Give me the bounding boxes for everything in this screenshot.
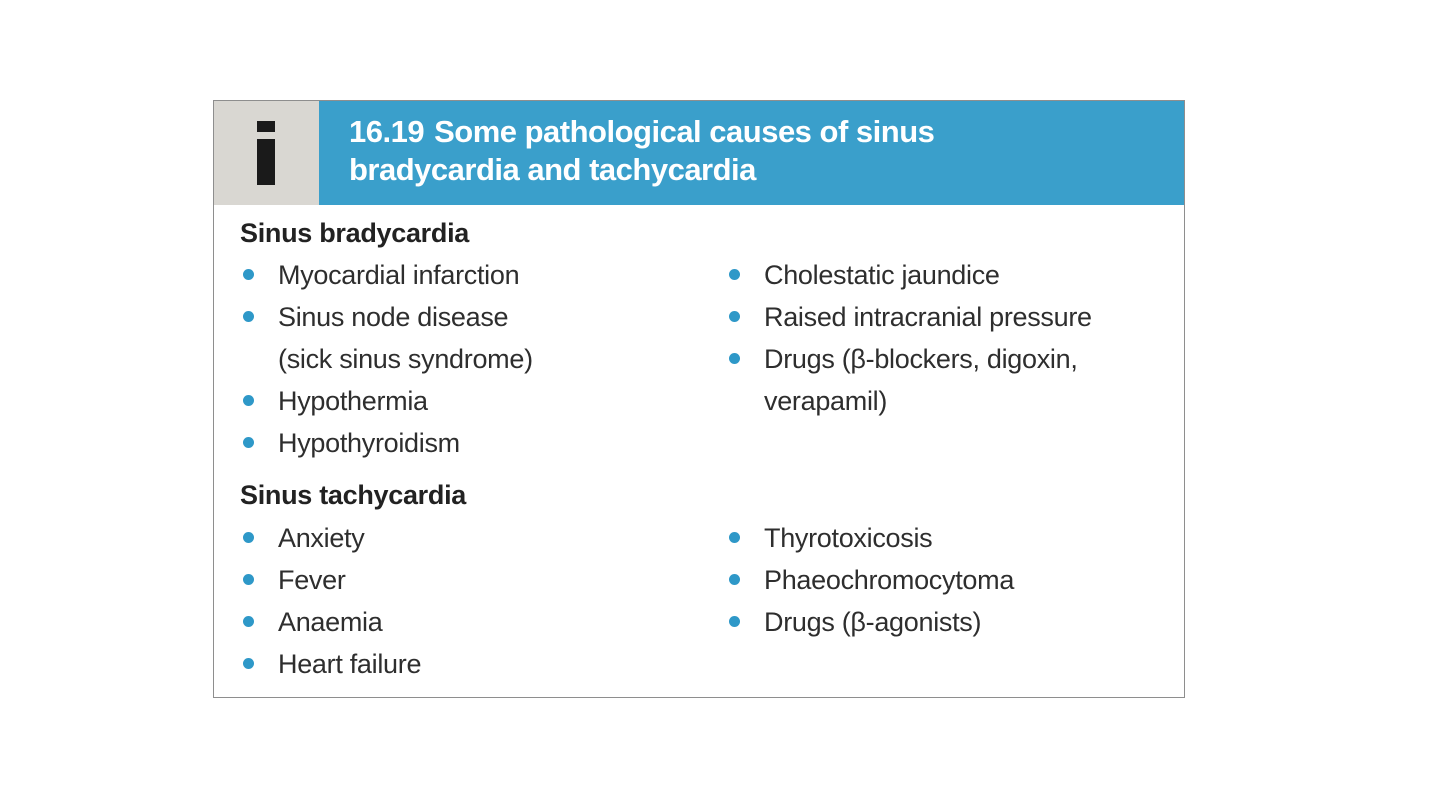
bullet-icon [729,311,740,322]
bullet-icon [729,353,740,364]
list-item: Anxiety [240,517,421,559]
bradycardia-list-right [726,254,1092,422]
bullet-icon [243,437,254,448]
list-item: Raised intracranial pressure [726,296,1092,338]
section-heading-bradycardia: Sinus bradycardia [240,218,469,248]
list-item: Heart failure [240,643,421,685]
bullet-icon [243,616,254,627]
box-header [214,101,1184,205]
list-item: Sinus node disease (sick sinus syndrome) [240,296,533,380]
tachycardia-list-left [240,517,421,685]
bullet-icon [243,395,254,406]
bullet-icon [243,311,254,322]
list-item: Myocardial infarction [240,254,533,296]
bullet-icon [729,616,740,627]
bullet-icon [243,532,254,543]
bullet-icon [729,269,740,280]
info-box [213,100,1185,698]
list-item: Hypothyroidism [240,422,533,464]
bullet-icon [729,532,740,543]
info-tab [214,101,319,205]
bullet-icon [243,574,254,585]
bradycardia-list-left [240,254,533,464]
list-item: Drugs (β-agonists) [726,601,1014,643]
tachycardia-list-right [726,517,1014,643]
list-item: Anaemia [240,601,421,643]
info-icon [257,121,275,185]
box-number: 16.19 [349,114,425,149]
box-title-line-2: bradycardia and tachycardia [349,152,756,187]
list-item: Cholestatic jaundice [726,254,1092,296]
box-title-text-1: Some pathological causes of sinus [434,114,935,149]
bullet-icon [243,269,254,280]
list-item: Thyrotoxicosis [726,517,1014,559]
list-item: Drugs (β-blockers, digoxin, verapamil) [726,338,1092,422]
list-item: Phaeochromocytoma [726,559,1014,601]
section-heading-tachycardia: Sinus tachycardia [240,480,466,510]
box-title-line-1 [349,113,1184,151]
title-bar [319,101,1184,205]
list-item: Hypothermia [240,380,533,422]
bullet-icon [729,574,740,585]
bullet-icon [243,658,254,669]
list-item: Fever [240,559,421,601]
